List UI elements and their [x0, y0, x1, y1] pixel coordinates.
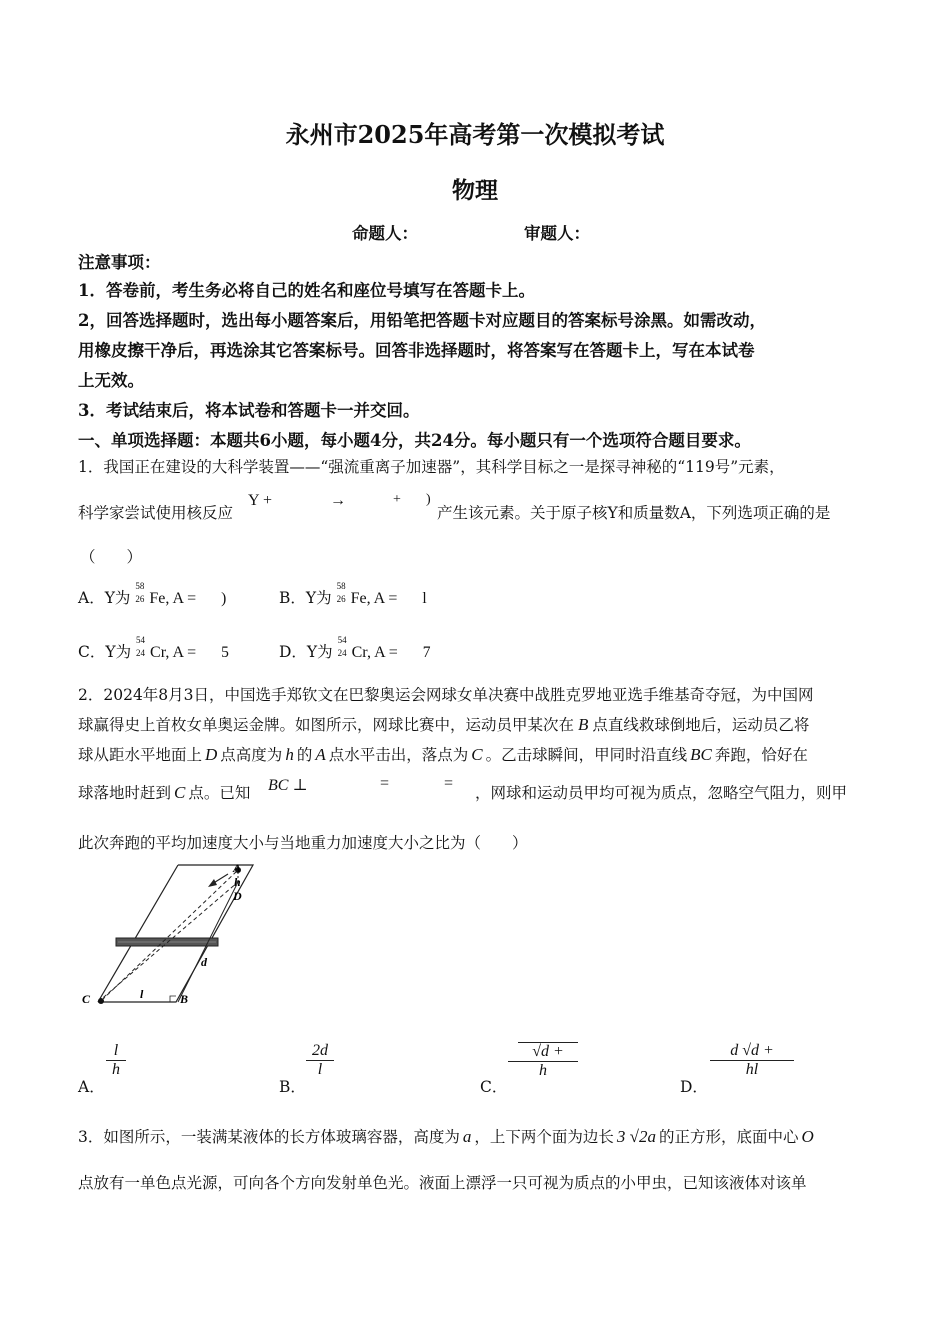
setter-label: 命题人： — [352, 224, 418, 243]
q2-option-c-fraction: $\frac{√d +}{h}$ — [508, 1042, 578, 1080]
q1-reaction-tail: ) — [426, 492, 431, 507]
q2-option-a-label: A． — [78, 1078, 105, 1096]
q2-line-3: 球从距水平地面上 D 点高度为 h 的 A 点水平击出，落点为 C 。乙击球瞬间，甲同时沿直线 BC 奔跑，恰好在 — [78, 745, 808, 764]
q1-line-1: 1．我国正在建设的大科学装置——“强流重离子加速器”，其科学目标之一是探寻神秘的“119号”元素， — [78, 458, 785, 476]
q1-paren: （ ） — [80, 548, 143, 566]
reviewer-label: 审题人： — [524, 224, 590, 243]
fig-label-l: l — [140, 987, 144, 1001]
q3-line-1: 3．如图所示，一装满某液体的长方体玻璃容器，高度为 a ，上下两个面为边长 3 √2a 的正方形，底面中心 O — [78, 1127, 814, 1146]
notes-heading: 注意事项： — [78, 253, 161, 272]
q2-option-b-fraction: $\frac{2d}{l}$ — [306, 1042, 334, 1079]
q2-line-1: 2．2024年8月3日，中国选手郑钦文在巴黎奥运会网球女单决赛中战胜克罗地亚选手维基奇夺冠，为中国网 — [78, 686, 814, 704]
q2-tennis-court-figure — [78, 860, 258, 1010]
q1-option-c: C．Y为 54 24 Cr, A = 5 — [78, 635, 229, 661]
q1-reaction-arrow: → — [330, 492, 346, 509]
q1-line-2-pre: 科学家尝试使用核反应 — [78, 504, 234, 522]
note-3: 3．考试结束后，将本试卷和答题卡一并交回。 — [78, 401, 420, 420]
q2-option-a-fraction: $\frac{l}{h}$ — [106, 1042, 126, 1079]
note-2-line-3: 上无效。 — [78, 371, 144, 390]
q2-perp-expr: BC ⊥ — [268, 777, 308, 794]
q2-line-4-tail: ，网球和运动员甲均可视为质点，忽略空气阻力，则甲 — [475, 784, 848, 802]
q2-option-d-fraction: $\frac{d √d +}{hl}$ — [710, 1042, 794, 1079]
note-1: 1．答卷前，考生务必将自己的姓名和座位号填写在答题卡上。 — [78, 281, 535, 300]
q2-line-4: 球落地时赶到 C 点。已知 — [78, 783, 251, 802]
q1-option-b: B．Y为 58 26 Fe, A = l — [279, 581, 427, 607]
q1-line-2-post: 产生该元素。关于原子核Y和质量数A，下列选项正确的是 — [437, 504, 831, 522]
fig-label-D: D — [233, 889, 242, 903]
subject-title: 物理 — [452, 177, 498, 204]
fig-label-B: B — [180, 992, 189, 1006]
q3-line-2: 点放有一单色点光源，可向各个方向发射单色光。液面上漂浮一只可视为质点的小甲虫，已知该液体对该单 — [78, 1174, 807, 1192]
q2-option-c-label: C． — [480, 1078, 508, 1096]
q2-eq-1: = — [380, 775, 390, 792]
q2-eq-2: = — [444, 775, 454, 792]
section-heading: 一、单项选择题：本题共6小题，每小题4分，共24分。每小题只有一个选项符合题目要求。 — [78, 431, 751, 450]
fig-label-d: d — [201, 955, 207, 969]
q2-line-2: 球赢得史上首枚女单奥运金牌。如图所示，网球比赛中，运动员甲某次在 B 点直线救球倒地后，运动员乙将 — [78, 715, 810, 734]
q1-reaction-fragment: Y + — [248, 492, 272, 509]
q2-option-b-label: B． — [279, 1078, 306, 1096]
q1-reaction-plus: + — [393, 492, 401, 507]
q2-option-d-label: D． — [680, 1078, 708, 1096]
page-title: 永州市2025年高考第一次模拟考试 — [285, 120, 665, 149]
note-2-line-2: 用橡皮擦干净后，再选涂其它答案标号。回答非选择题时，将答案写在答题卡上，写在本试卷 — [78, 341, 755, 360]
q1-option-d: D．Y为 54 24 Cr, A = 7 — [279, 635, 431, 661]
fig-label-h: h — [234, 875, 241, 889]
q2-line-5: 此次奔跑的平均加速度大小与当地重力加速度大小之比为（ ） — [78, 834, 528, 852]
q1-option-a: A．Y为 58 26 Fe, A = ) — [78, 581, 227, 607]
note-2-line-1: 2，回答选择题时，选出每小题答案后，用铅笔把答题卡对应题目的答案标号涂黑。如需改动， — [78, 311, 766, 330]
fig-label-A: A — [233, 861, 242, 875]
fig-label-C: C — [82, 992, 91, 1006]
